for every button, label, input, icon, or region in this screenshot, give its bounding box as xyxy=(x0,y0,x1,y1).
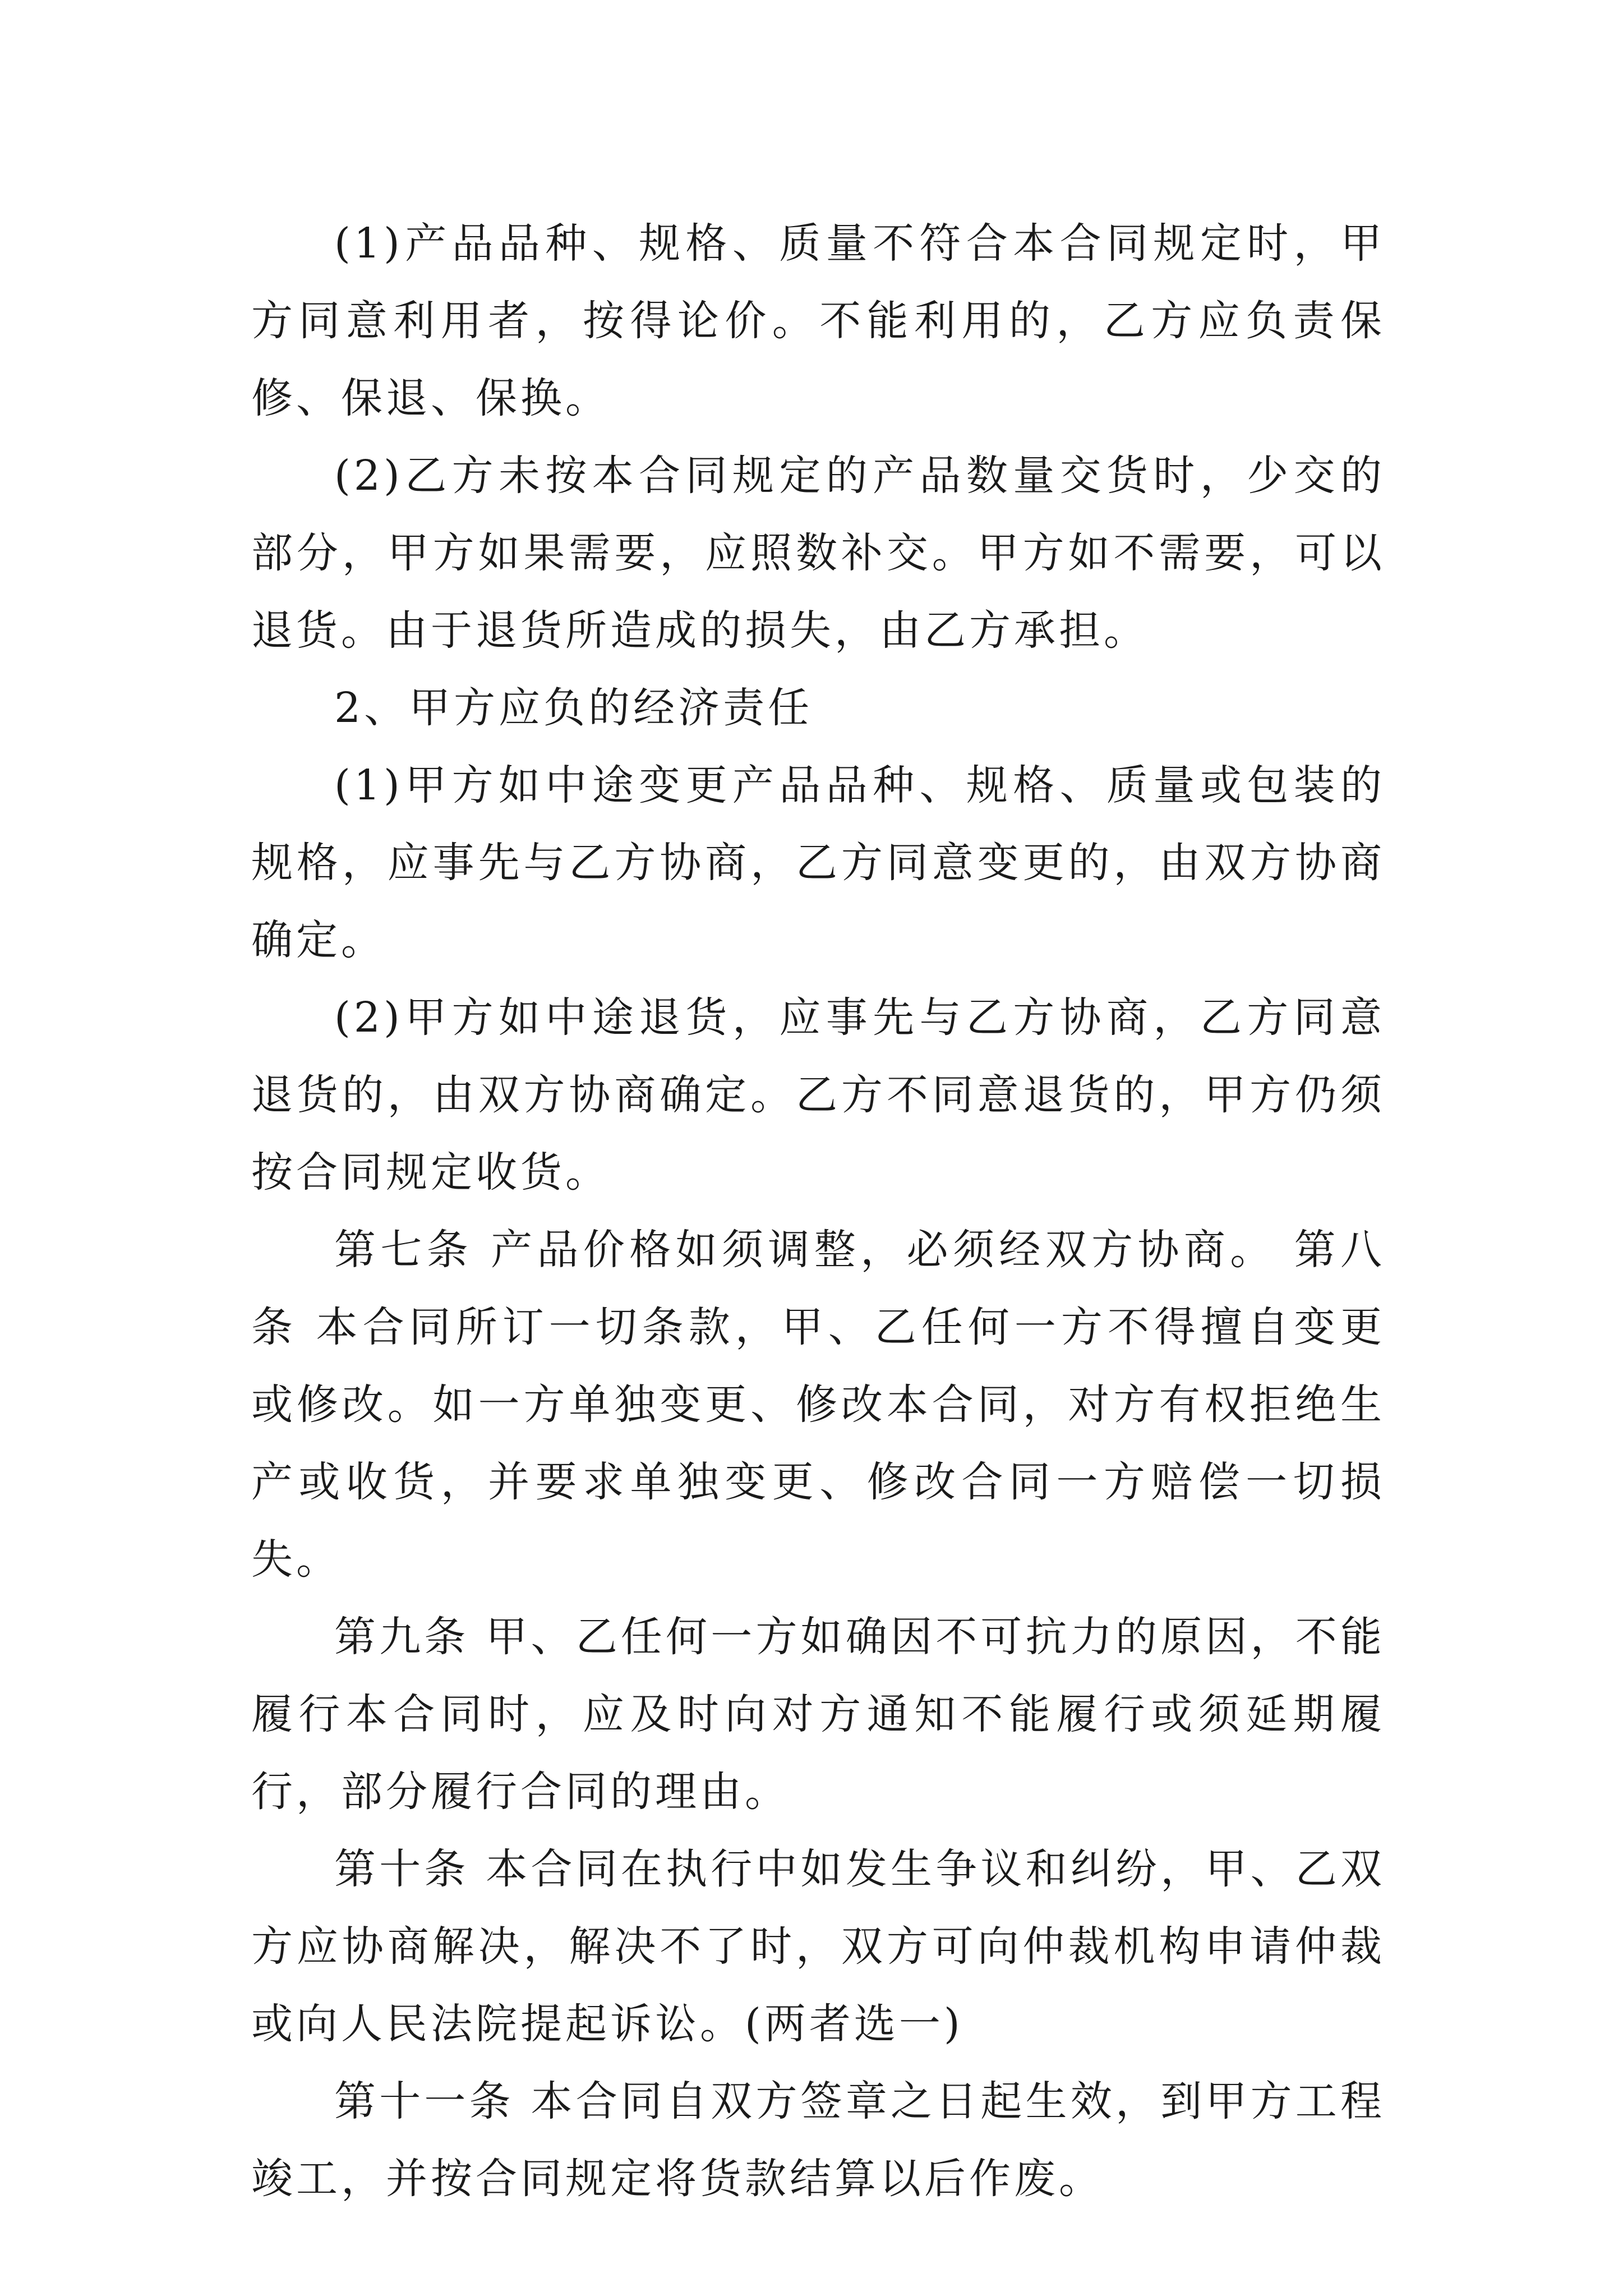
paragraph-article-9: 第九条 甲、乙任何一方如确因不可抗力的原因，不能履行本合同时，应及时向对方通知不能履行或须延期履行，部分履行合同的理由。 xyxy=(251,1613,1385,1816)
paragraph-product-nonconformity: (1)产品品种、规格、质量不符合本合同规定时，甲方同意利用者，按得论价。不能利用的，乙方应负责保修、保退、保换。 xyxy=(251,219,1385,422)
paragraph-party-a-change-spec: (1)甲方如中途变更产品品种、规格、质量或包装的规格，应事先与乙方协商，乙方同意变更的，由双方协商确定。 xyxy=(251,761,1385,964)
document-body xyxy=(251,205,1385,2217)
paragraph-article-10: 第十条 本合同在执行中如发生争议和纠纷，甲、乙双方应协商解决，解决不了时，双方可向仲裁机构申请仲裁或向人民法院提起诉讼。(两者选一) xyxy=(251,1845,1385,2048)
paragraph-article-11: 第十一条 本合同自双方签章之日起生效，到甲方工程竣工，并按合同规定将货款结算以后作废。 xyxy=(251,2077,1385,2203)
paragraph-article-7-8: 第七条 产品价格如须调整，必须经双方协商。 第八条 本合同所订一切条款，甲、乙任何一方不得擅自变更或修改。如一方单独变更、修改本合同，对方有权拒绝生产或收货，并要求单独变更、修改合同一方赔偿一切损失。 xyxy=(251,1226,1385,1584)
paragraph-party-a-liability-heading: 2、甲方应负的经济责任 xyxy=(334,684,813,732)
paragraph-party-a-return: (2)甲方如中途退货，应事先与乙方协商，乙方同意退货的，由双方协商确定。乙方不同意退货的，甲方仍须按合同规定收货。 xyxy=(251,993,1385,1197)
paragraph-short-delivery: (2)乙方未按本合同规定的产品数量交货时，少交的部分，甲方如果需要，应照数补交。甲方如不需要，可以退货。由于退货所造成的损失，由乙方承担。 xyxy=(251,452,1385,655)
